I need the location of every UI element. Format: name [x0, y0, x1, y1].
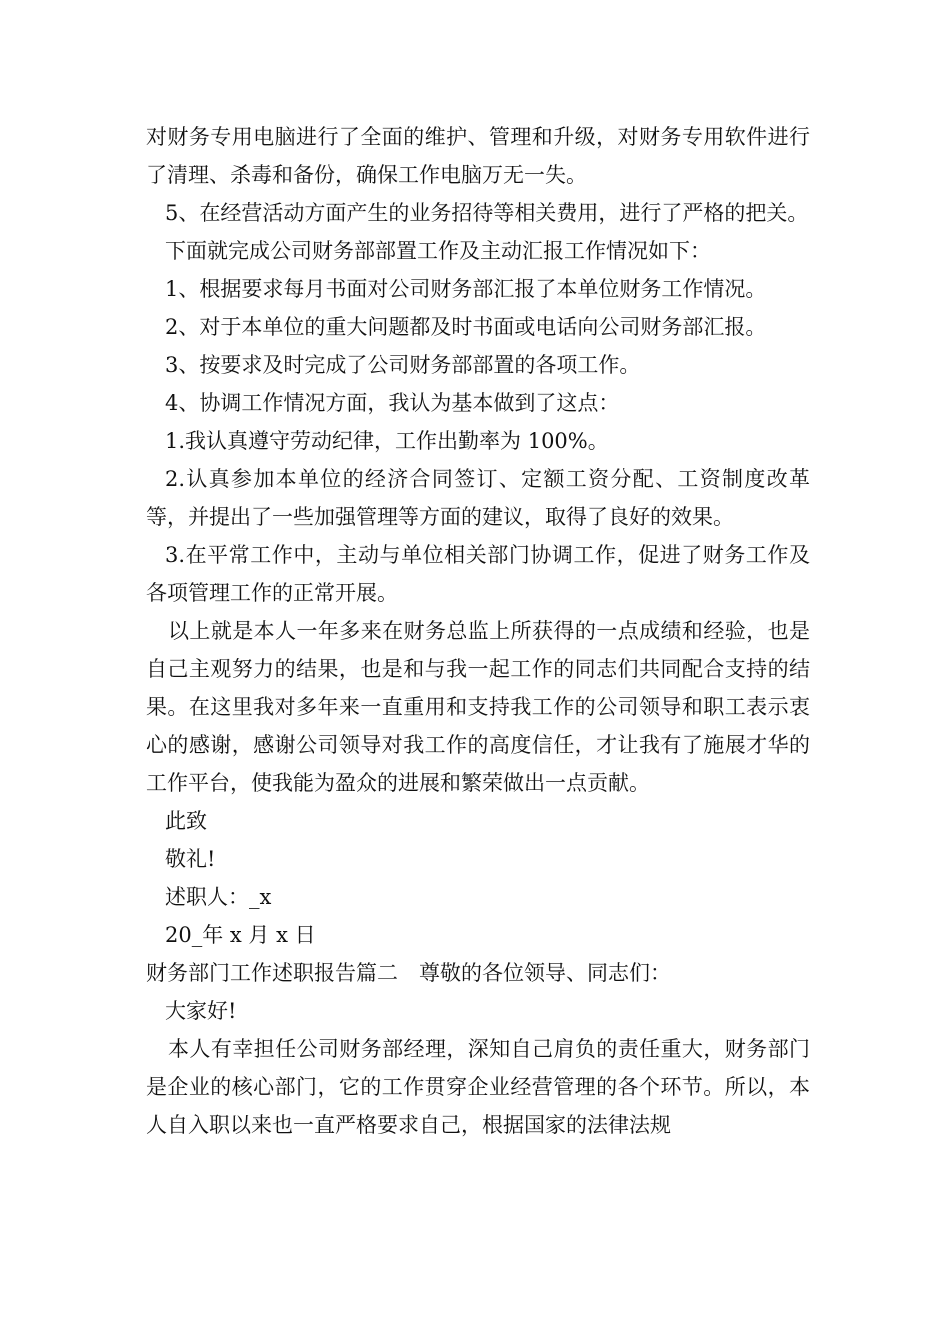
paragraph-coordination-3: 3.在平常工作中，主动与单位相关部门协调工作，促进了财务工作及各项管理工作的正常开展。 [146, 543, 810, 605]
paragraph-computer-maintenance: 对财务专用电脑进行了全面的维护、管理和升级，对财务专用软件进行了清理、杀毒和备份，确保工作电脑万无一失。 [146, 125, 810, 187]
paragraph-report-intro: 下面就完成公司财务部部置工作及主动汇报工作情况如下： [165, 239, 711, 263]
paragraph-summary: 以上就是本人一年多来在财务总监上所获得的一点成绩和经验，也是自己主观努力的结果，也是和与我一起工作的同志们共同配合支持的结果。在这里我对多年来一直重用和支持我工作的公司领导和职工表示衷心的感谢，感谢公司领导对我工作的高度信任，才让我有了施展才华的工作平台，使我能为盈众的进展和繁荣做出一点贡献。 [146, 619, 810, 795]
paragraph-date: 20_年 x 月 x 日 [165, 923, 316, 947]
paragraph-report-item-1: 1、根据要求每月书面对公司财务部汇报了本单位财务工作情况。 [165, 277, 767, 301]
paragraph-closing-salutation: 此致 [165, 809, 207, 833]
paragraph-report-item-4: 4、协调工作情况方面，我认为基本做到了这点： [165, 391, 620, 415]
paragraph-closing-regards: 敬礼! [165, 847, 216, 871]
paragraph-signature: 述职人：_x [165, 885, 272, 909]
document-body [146, 118, 810, 1144]
paragraph-report-item-3: 3、按要求及时完成了公司财务部部置的各项工作。 [165, 353, 641, 377]
paragraph-coordination-1: 1.我认真遵守劳动纪律，工作出勤率为 100%。 [165, 429, 609, 453]
paragraph-section-two-body: 本人有幸担任公司财务部经理，深知自己肩负的责任重大，财务部门是企业的核心部门，它的工作贯穿企业经营管理的各个环节。所以，本人自入职以来也一直严格要求自己，根据国家的法律法规 [146, 1037, 810, 1137]
paragraph-report-item-2: 2、对于本单位的重大问题都及时书面或电话向公司财务部汇报。 [165, 315, 767, 339]
paragraph-item-5: 5、在经营活动方面产生的业务招待等相关费用，进行了严格的把关。 [165, 201, 809, 225]
paragraph-section-two-title: 财务部门工作述职报告篇二 尊敬的各位领导、同志们： [146, 961, 671, 985]
paragraph-coordination-2: 2.认真参加本单位的经济合同签订、定额工资分配、工资制度改革等，并提出了一些加强管理等方面的建议，取得了良好的效果。 [146, 467, 810, 529]
paragraph-greeting: 大家好! [165, 999, 237, 1023]
